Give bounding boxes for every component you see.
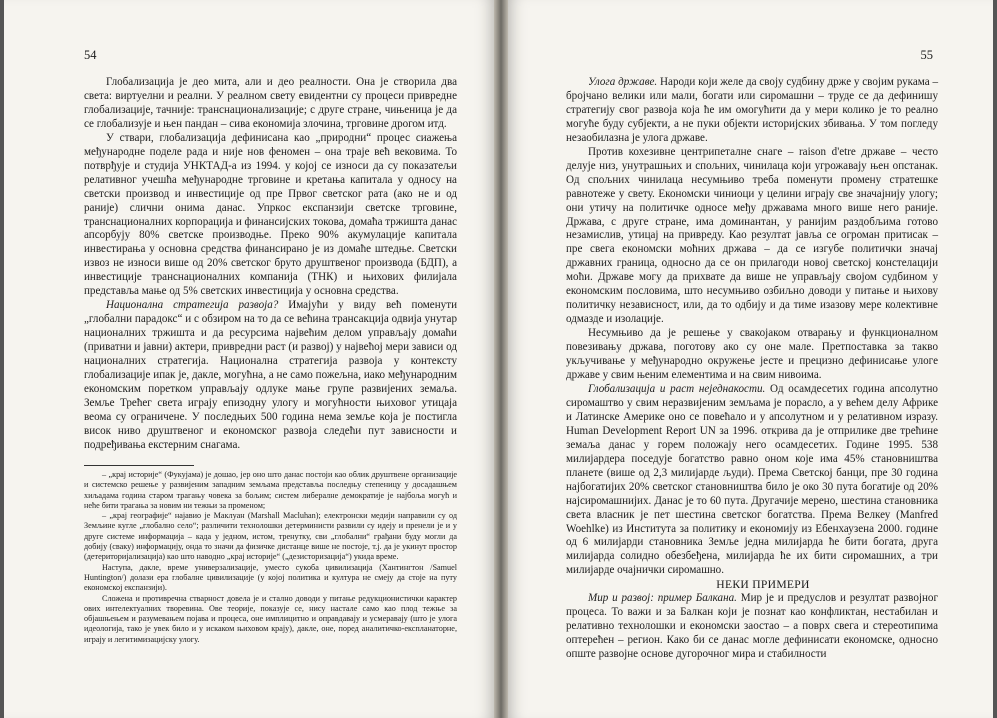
footnote-rule xyxy=(84,465,194,466)
left-page xyxy=(4,0,494,718)
paragraph: Мир и развој: пример Балкана. Мир је и предуслов и резултат развојног процеса. То важи и за Балкан који је познат као конфликтан, нестабилан и релативно технолошки и економски заостао – а поврх свега и стереотипима оптерећен – регион. Како би се данас могле дефинисати економске, односно опште развојне основе дугорочног мира и стабилности xyxy=(566,592,939,661)
book-edge-right xyxy=(993,0,997,718)
paragraph-lead: Национална стратегија развоја? xyxy=(106,299,279,312)
paragraph: Национална стратегија развоја? Имајући у виду већ поменути „глобални парадокс“ и с обзиром на то да се већина трансакција одвија унутар националних тржишта и да ресурсима највећим делом управљају домаћи (приватни и јавни) актери, привредни раст (и развој) у највећој мери зависи од националних стратегија. Национална стратегија развоја у контексту глобализације ипак је, дакле, могућна, а не само пожељна, иако међународним економским поретком управљају одлуке мање групе развијених земаља. Земље Трећег света играју епизодну улогу и могућности њиховог утицаја веома су ограничене. У последњих 500 година нема земље која је постигла висок ниво друштвеног и економског развоја следећи пут зависности и подређивања екстерним снагама. xyxy=(84,299,458,451)
paragraph: Глобализација и раст неједнакости. Од осамдесетих година апсолутно сиромаштво у свим неразвијеним земљама је порасло, а у већем делу Африке и Латинске Америке оно се повећало и у апсолутном и у релативном изразу. Human Development Report UN за 1996. открива да је отприлике две трећине земаља данас у горем положају него осамдесетих. Године 1995. 538 милијардера поседује богатство равно оном које има 45% становништва планете (више од 2,3 милијарде људи). Према Светској банци, пре 30 година најбогатијих 20% светског становништва било је око 30 пута богатије од 20% најсиромашнијих. Данас је то 60 пута. Другачије мерено, шестина становника света власник је пет шестина светског богатства. Према Велкеу (Manfred Woehlke) из Института за политику и економију из Ебенхаузена 2000. године од 6 милијарди становника Земље једна милијарда ће бити богата, друга милијарда солидно обезбеђена, милијарда ће их бити сиромашних, а три милијарде очајнички сиромашно. xyxy=(566,382,938,577)
footnote: – „крај географије“ најавио је Маклуан (Marshall Macluhan); електронски медији направили су од Земљине кугле „глобално село“; различити технолошки детерминисти развили су идеју и пренели је и у друге системе информација – када у једном, истом, тренутку, сви „глобални“ грађани буду могли да добију (сваку) информацију, онда то значи да физичке дистанце више не постоје, т.ј. да је укинут простор (детериторијализација) као што наводно „крај историје“ („дезисторизација“) укида време. xyxy=(84,511,457,562)
page-number-right: 55 xyxy=(920,48,933,62)
paragraph: Несумњиво да је решење у свакојаком отварању и функционалном повезивању држава, поготову ако су оне мале. Претпоставка за такво укључивање у међународно окружење јесте и прецизно дефинисање улоге државе у свим њеним елементима и на свим нивоима. xyxy=(566,327,938,382)
section-heading: НЕКИ ПРИМЕРИ xyxy=(716,578,810,592)
paragraph: У ствари, глобализација дефинисана као „природни“ процес сиажења међународне поделе рада и није нов феномен – она траје већ вековима. То потврђује и студија УНКТАД-а из 1994. у којој се износи да су показатељи релативног учешћа међународне трговине и кретања капитала у односу на светски производ и инвестиције од пре Првог светског рата (ако не и од раније) слични онима данас. Упркос експанзији светске трговине, транснационалних корпорација и финансијских токова, домаћа тржишта данас апсорбују 80% светске производње. Преко 90% акумулације капитала инвестирања у основна средства финансирано је из домаће штедње. Светски извоз не износи више од 20% светског бруто друштвеног производа (БДП), а инвестиције транснационалних компанија (ТНК) и њихових филијала представља мање од 5% светских инвестиција у основна средства. xyxy=(84,131,457,298)
paragraph: Улога државе. Народи који желе да своју судбину држе у својим рукама – бројчано велики или мали, богати или сиромашни – труде се да дефинишу стратегију свог развоја која ће им омогућити да у мери колико је то реално могуће буду субјекти, а не пуки објекти историјских збивања. У том погледу незаобилазна је улога државе. xyxy=(566,76,938,144)
left-page-body xyxy=(84,76,457,453)
page-number-left: 54 xyxy=(84,48,97,62)
footnote: – „крај историје“ (Фукујама) је дошао, јер оно што данас постоји као облик друштвене организације и системско решење у развијеним западним земљама представља последњу степеницу у досадашњем хиљадама година старом трагању човека за бољим; систем либералне демократије је најбоља могућ и неће бити трагања за новим ни тежњи за променом; xyxy=(84,470,457,510)
paragraph-lead: Мир и развој: пример Балкана. xyxy=(588,592,737,605)
paragraph: Против кохезивне центрипеталне снаге – raison d'etre државе – често делује низ, унутрашњих и спољних, чинилаца који угрожавају њен опстанак. Од спољних чинилаца несумњиво треба поменути промену стратешке равнотеже у свету. Економски чиниоци у целини играју све значајнију улогу; они утичу на политичке односе међу државама много више него раније. Држава, с друге стране, има доминантан, у ранијим раздобљима готово незамислив, утицај на привреду. Као резултат јавља се огроман притисак – пре свега економски моћних држава – да се изгубе политички значај државних граница, односно да се он прилагоди новој светској констелацији моћи. Државе могу да прихвате да више не управљају својом судбином у економским пословима, што несумњиво озбиљно доводи у питање и њихову политичку независност, или, да то одбију и да тиме изазову мере колективне одмазде и изолације. xyxy=(566,145,938,326)
paragraph: Глобализација је део мита, али и део реалности. Она је створила два света: виртуелни и реални. У реалном свету евидентни су процеси привредне глобализације, тачније: транснационализације; с друге стране, чињеница је да се глобализује и њен пандан – сива економија злочина, трговине дрогом итд. xyxy=(84,76,457,130)
paragraph-lead: Улога државе. xyxy=(588,76,658,88)
right-page xyxy=(508,0,993,718)
footnotes xyxy=(84,465,457,645)
paragraph-lead: Глобализација и раст неједнакости. xyxy=(588,382,766,395)
book-gutter xyxy=(494,0,508,718)
footnote: Наступа, дакле, време универзализације, уместо сукоба цивилизација (Хантингтон /Samuel Huntington/) долази ера глобалне цивилизације (у којој политика и култура не смеју да стоје на путу економској експанзији). xyxy=(84,562,457,593)
footnote: Сложена и противречна стварност довела је и стално доводи у питање редукционистички карактер ових интелектуалних творевина. Ове теорије, показује се, нису настале само као плод тежње за објашњењем и разумевањем појава и процеса, оне имплицитно и оправдавају и усмеравају (што је улога идеологија, тако је увек било и у искаком њиховом крају), дакле, оне, поред аналитичко-експланаторне, играју и легитимизацијску улогу. xyxy=(84,593,457,644)
right-page-body xyxy=(566,76,938,662)
